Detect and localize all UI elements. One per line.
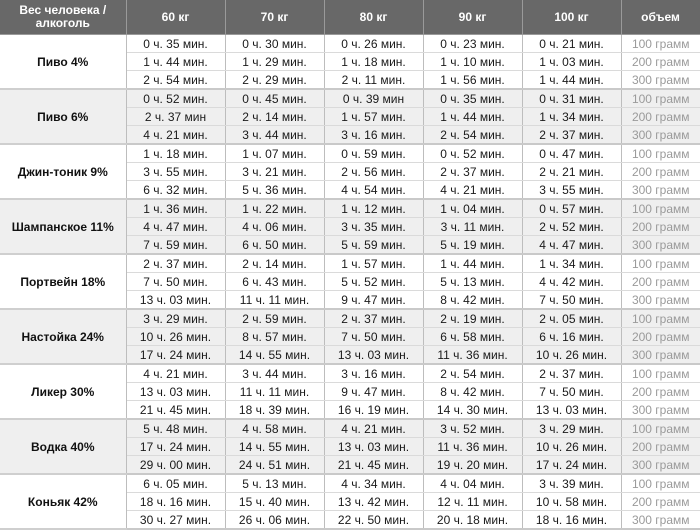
time-cell: 7 ч. 50 мин. (522, 383, 621, 401)
time-cell: 3 ч. 44 мин. (225, 364, 324, 383)
time-cell: 21 ч. 45 мин. (126, 401, 225, 420)
time-cell: 13 ч. 03 мин. (126, 383, 225, 401)
time-cell: 1 ч. 44 мин. (126, 53, 225, 71)
volume-cell: 300 грамм (621, 401, 700, 420)
time-cell: 17 ч. 24 мин. (126, 346, 225, 365)
time-cell: 6 ч. 58 мин. (423, 328, 522, 346)
time-cell: 7 ч. 50 мин. (522, 291, 621, 310)
time-cell: 6 ч. 16 мин. (522, 328, 621, 346)
time-cell: 2 ч. 19 мин. (423, 309, 522, 328)
table-row (0, 144, 700, 163)
time-cell: 10 ч. 26 мин. (522, 438, 621, 456)
time-cell: 0 ч. 59 мин. (324, 144, 423, 163)
time-cell: 3 ч. 16 мин. (324, 364, 423, 383)
time-cell: 1 ч. 10 мин. (423, 53, 522, 71)
time-cell: 22 ч. 50 мин. (324, 511, 423, 530)
volume-cell: 300 грамм (621, 181, 700, 200)
time-cell: 6 ч. 32 мин. (126, 181, 225, 200)
volume-cell: 200 грамм (621, 108, 700, 126)
time-cell: 7 ч. 59 мин. (126, 236, 225, 255)
time-cell: 3 ч. 29 мин. (522, 419, 621, 438)
time-cell: 2 ч. 54 мин. (126, 71, 225, 90)
time-cell: 6 ч. 43 мин. (225, 273, 324, 291)
volume-cell: 100 грамм (621, 89, 700, 108)
time-cell: 17 ч. 24 мин. (126, 438, 225, 456)
time-cell: 8 ч. 57 мин. (225, 328, 324, 346)
table-row (0, 35, 700, 53)
time-cell: 1 ч. 34 мин. (522, 254, 621, 273)
time-cell: 6 ч. 05 мин. (126, 474, 225, 493)
volume-cell: 200 грамм (621, 438, 700, 456)
time-cell: 7 ч. 50 мин. (324, 328, 423, 346)
time-cell: 4 ч. 21 мин. (324, 419, 423, 438)
time-cell: 5 ч. 19 мин. (423, 236, 522, 255)
drink-name: Джин-тоник 9% (0, 144, 126, 199)
time-cell: 5 ч. 13 мин. (423, 273, 522, 291)
time-cell: 4 ч. 54 мин. (324, 181, 423, 200)
time-cell: 3 ч. 16 мин. (324, 126, 423, 145)
time-cell: 11 ч. 36 мин. (423, 346, 522, 365)
volume-cell: 300 грамм (621, 71, 700, 90)
time-cell: 19 ч. 20 мин. (423, 456, 522, 475)
volume-cell: 200 грамм (621, 163, 700, 181)
drink-group (0, 309, 700, 364)
time-cell: 15 ч. 40 мин. (225, 493, 324, 511)
table-row (0, 199, 700, 218)
table-header (0, 0, 700, 35)
time-cell: 11 ч. 11 мин. (225, 291, 324, 310)
time-cell: 4 ч. 06 мин. (225, 218, 324, 236)
drink-name: Ликер 30% (0, 364, 126, 419)
table-row (0, 309, 700, 328)
time-cell: 1 ч. 44 мин. (423, 108, 522, 126)
time-cell: 5 ч. 13 мин. (225, 474, 324, 493)
volume-cell: 200 грамм (621, 328, 700, 346)
time-cell: 0 ч. 21 мин. (522, 35, 621, 53)
volume-cell: 300 грамм (621, 126, 700, 145)
volume-cell: 300 грамм (621, 346, 700, 365)
time-cell: 1 ч. 03 мин. (522, 53, 621, 71)
time-cell: 1 ч. 29 мин. (225, 53, 324, 71)
drink-name: Шампанское 11% (0, 199, 126, 254)
time-cell: 1 ч. 44 мин. (522, 71, 621, 90)
time-cell: 2 ч. 56 мин. (324, 163, 423, 181)
time-cell: 20 ч. 18 мин. (423, 511, 522, 530)
time-cell: 4 ч. 42 мин. (522, 273, 621, 291)
weight-header-60: 60 кг (126, 0, 225, 35)
corner-header (0, 0, 126, 35)
volume-cell: 100 грамм (621, 419, 700, 438)
table-row (0, 254, 700, 273)
drink-name: Портвейн 18% (0, 254, 126, 309)
time-cell: 4 ч. 21 мин. (423, 181, 522, 200)
time-cell: 2 ч. 05 мин. (522, 309, 621, 328)
time-cell: 13 ч. 03 мин. (324, 346, 423, 365)
time-cell: 4 ч. 34 мин. (324, 474, 423, 493)
time-cell: 0 ч. 39 мин (324, 89, 423, 108)
volume-cell: 300 грамм (621, 236, 700, 255)
time-cell: 2 ч. 11 мин. (324, 71, 423, 90)
time-cell: 5 ч. 59 мин. (324, 236, 423, 255)
time-cell: 21 ч. 45 мин. (324, 456, 423, 475)
time-cell: 18 ч. 16 мин. (522, 511, 621, 530)
drink-group (0, 474, 700, 529)
time-cell: 18 ч. 16 мин. (126, 493, 225, 511)
time-cell: 5 ч. 48 мин. (126, 419, 225, 438)
time-cell: 14 ч. 55 мин. (225, 438, 324, 456)
time-cell: 1 ч. 34 мин. (522, 108, 621, 126)
time-cell: 0 ч. 35 мин. (126, 35, 225, 53)
time-cell: 2 ч. 59 мин. (225, 309, 324, 328)
time-cell: 4 ч. 21 мин. (126, 364, 225, 383)
time-cell: 8 ч. 42 мин. (423, 291, 522, 310)
time-cell: 13 ч. 03 мин. (324, 438, 423, 456)
time-cell: 3 ч. 52 мин. (423, 419, 522, 438)
volume-cell: 300 грамм (621, 291, 700, 310)
time-cell: 26 ч. 06 мин. (225, 511, 324, 530)
time-cell: 0 ч. 47 мин. (522, 144, 621, 163)
time-cell: 2 ч. 52 мин. (522, 218, 621, 236)
table-row (0, 89, 700, 108)
time-cell: 11 ч. 36 мин. (423, 438, 522, 456)
time-cell: 2 ч. 37 мин. (522, 126, 621, 145)
time-cell: 2 ч. 37 мин (126, 108, 225, 126)
time-cell: 0 ч. 23 мин. (423, 35, 522, 53)
time-cell: 18 ч. 39 мин. (225, 401, 324, 420)
volume-header: объем (621, 0, 700, 35)
time-cell: 2 ч. 37 мин. (126, 254, 225, 273)
time-cell: 3 ч. 55 мин. (522, 181, 621, 200)
time-cell: 4 ч. 04 мин. (423, 474, 522, 493)
time-cell: 1 ч. 22 мин. (225, 199, 324, 218)
time-cell: 2 ч. 54 мин. (423, 364, 522, 383)
time-cell: 3 ч. 39 мин. (522, 474, 621, 493)
time-cell: 13 ч. 03 мин. (126, 291, 225, 310)
drink-name: Водка 40% (0, 419, 126, 474)
time-cell: 1 ч. 07 мин. (225, 144, 324, 163)
time-cell: 2 ч. 37 мин. (522, 364, 621, 383)
time-cell: 0 ч. 52 мин. (126, 89, 225, 108)
volume-cell: 100 грамм (621, 35, 700, 53)
time-cell: 10 ч. 26 мин. (126, 328, 225, 346)
table-row (0, 364, 700, 383)
time-cell: 16 ч. 19 мин. (324, 401, 423, 420)
time-cell: 2 ч. 54 мин. (423, 126, 522, 145)
time-cell: 2 ч. 14 мин. (225, 108, 324, 126)
time-cell: 4 ч. 47 мин. (126, 218, 225, 236)
time-cell: 1 ч. 04 мин. (423, 199, 522, 218)
volume-cell: 300 грамм (621, 511, 700, 530)
volume-cell: 200 грамм (621, 273, 700, 291)
time-cell: 17 ч. 24 мин. (522, 456, 621, 475)
time-cell: 13 ч. 42 мин. (324, 493, 423, 511)
time-cell: 3 ч. 55 мин. (126, 163, 225, 181)
drink-name: Настойка 24% (0, 309, 126, 364)
volume-cell: 200 грамм (621, 53, 700, 71)
drink-group (0, 254, 700, 309)
volume-cell: 100 грамм (621, 474, 700, 493)
header-row (0, 0, 700, 35)
volume-cell: 200 грамм (621, 218, 700, 236)
time-cell: 0 ч. 35 мин. (423, 89, 522, 108)
volume-cell: 100 грамм (621, 144, 700, 163)
volume-cell: 100 грамм (621, 309, 700, 328)
drink-name: Пиво 4% (0, 35, 126, 90)
time-cell: 1 ч. 18 мин. (324, 53, 423, 71)
time-cell: 11 ч. 11 мин. (225, 383, 324, 401)
time-cell: 7 ч. 50 мин. (126, 273, 225, 291)
drink-group (0, 419, 700, 474)
time-cell: 2 ч. 14 мин. (225, 254, 324, 273)
corner-header-line1: Вес человека / (19, 3, 107, 17)
volume-cell: 100 грамм (621, 254, 700, 273)
time-cell: 1 ч. 36 мин. (126, 199, 225, 218)
table-row (0, 474, 700, 493)
time-cell: 9 ч. 47 мин. (324, 383, 423, 401)
weight-header-70: 70 кг (225, 0, 324, 35)
drink-group (0, 35, 700, 90)
time-cell: 0 ч. 26 мин. (324, 35, 423, 53)
time-cell: 13 ч. 03 мин. (522, 401, 621, 420)
drink-group (0, 364, 700, 419)
time-cell: 1 ч. 44 мин. (423, 254, 522, 273)
time-cell: 3 ч. 11 мин. (423, 218, 522, 236)
time-cell: 3 ч. 44 мин. (225, 126, 324, 145)
time-cell: 12 ч. 11 мин. (423, 493, 522, 511)
time-cell: 2 ч. 21 мин. (522, 163, 621, 181)
drink-name: Пиво 6% (0, 89, 126, 144)
weight-header-100: 100 кг (522, 0, 621, 35)
time-cell: 1 ч. 57 мин. (324, 108, 423, 126)
time-cell: 4 ч. 21 мин. (126, 126, 225, 145)
weight-header-90: 90 кг (423, 0, 522, 35)
time-cell: 4 ч. 47 мин. (522, 236, 621, 255)
time-cell: 1 ч. 57 мин. (324, 254, 423, 273)
time-cell: 5 ч. 52 мин. (324, 273, 423, 291)
time-cell: 0 ч. 57 мин. (522, 199, 621, 218)
time-cell: 2 ч. 37 мин. (423, 163, 522, 181)
volume-cell: 200 грамм (621, 383, 700, 401)
time-cell: 3 ч. 29 мин. (126, 309, 225, 328)
time-cell: 24 ч. 51 мин. (225, 456, 324, 475)
time-cell: 3 ч. 35 мин. (324, 218, 423, 236)
volume-cell: 300 грамм (621, 456, 700, 475)
time-cell: 0 ч. 52 мин. (423, 144, 522, 163)
time-cell: 4 ч. 58 мин. (225, 419, 324, 438)
time-cell: 0 ч. 30 мин. (225, 35, 324, 53)
time-cell: 1 ч. 56 мин. (423, 71, 522, 90)
time-cell: 5 ч. 36 мин. (225, 181, 324, 200)
table-row (0, 419, 700, 438)
time-cell: 2 ч. 37 мин. (324, 309, 423, 328)
time-cell: 8 ч. 42 мин. (423, 383, 522, 401)
time-cell: 30 ч. 27 мин. (126, 511, 225, 530)
time-cell: 2 ч. 29 мин. (225, 71, 324, 90)
drink-name: Коньяк 42% (0, 474, 126, 529)
time-cell: 9 ч. 47 мин. (324, 291, 423, 310)
time-cell: 10 ч. 58 мин. (522, 493, 621, 511)
drink-group (0, 144, 700, 199)
time-cell: 0 ч. 31 мин. (522, 89, 621, 108)
time-cell: 6 ч. 50 мин. (225, 236, 324, 255)
weight-header-80: 80 кг (324, 0, 423, 35)
time-cell: 14 ч. 55 мин. (225, 346, 324, 365)
time-cell: 1 ч. 12 мин. (324, 199, 423, 218)
time-cell: 10 ч. 26 мин. (522, 346, 621, 365)
time-cell: 0 ч. 45 мин. (225, 89, 324, 108)
time-cell: 29 ч. 00 мин. (126, 456, 225, 475)
drink-group (0, 89, 700, 144)
time-cell: 3 ч. 21 мин. (225, 163, 324, 181)
corner-header-line2: алкоголь (35, 16, 90, 30)
time-cell: 14 ч. 30 мин. (423, 401, 522, 420)
drink-group (0, 199, 700, 254)
volume-cell: 100 грамм (621, 364, 700, 383)
volume-cell: 200 грамм (621, 493, 700, 511)
volume-cell: 100 грамм (621, 199, 700, 218)
time-cell: 1 ч. 18 мин. (126, 144, 225, 163)
